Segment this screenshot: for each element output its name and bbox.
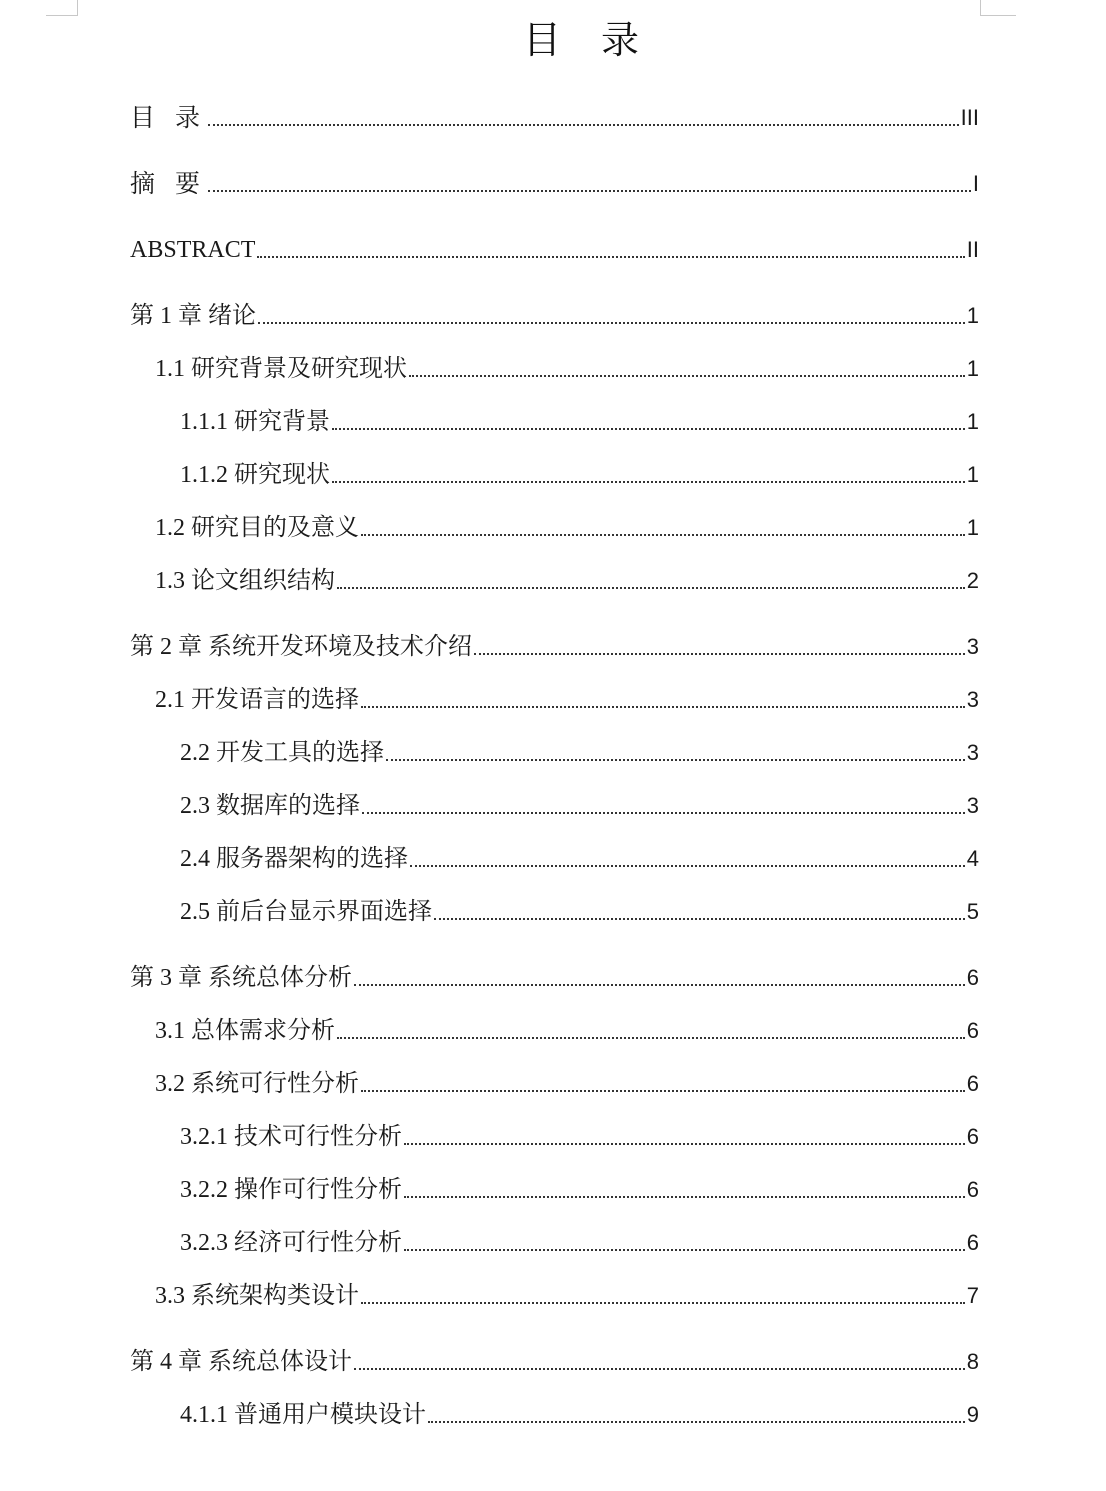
toc-leader-dots xyxy=(362,812,965,814)
toc-entry-page: 2 xyxy=(966,568,979,593)
toc-entry-page: 5 xyxy=(966,899,979,924)
toc-entry[interactable] xyxy=(180,897,979,927)
toc-entry-label: 1.1 研究背景及研究现状 xyxy=(155,356,407,382)
toc-entry-label: 3.2 系统可行性分析 xyxy=(155,1071,359,1097)
toc-entry-label: 第 2 章 系统开发环境及技术介绍 xyxy=(130,634,472,660)
toc-entry[interactable] xyxy=(130,963,979,993)
toc-entry-page: 3 xyxy=(966,740,979,765)
toc-entry-label: 1.1.2 研究现状 xyxy=(180,462,330,488)
toc-entry-label: 第 1 章 绪论 xyxy=(130,303,256,329)
toc-entry-page: III xyxy=(960,105,979,130)
toc-leader-dots xyxy=(386,759,965,761)
toc-leader-dots xyxy=(208,124,959,126)
toc-entry-page: 1 xyxy=(966,303,979,328)
toc-entry-label: 1.1.1 研究背景 xyxy=(180,409,330,435)
toc-entry-page: 6 xyxy=(966,1071,979,1096)
toc-entry-page: 8 xyxy=(966,1349,979,1374)
toc-entry[interactable] xyxy=(130,301,979,331)
toc-entry-page: 1 xyxy=(966,356,979,381)
toc-entry[interactable] xyxy=(180,844,979,874)
toc-leader-dots xyxy=(361,1302,965,1304)
toc-leader-dots xyxy=(354,984,965,986)
toc-entry-label: 3.2.1 技术可行性分析 xyxy=(180,1124,402,1150)
toc-leader-dots xyxy=(337,587,965,589)
toc-leader-dots xyxy=(434,918,965,920)
toc-leader-dots xyxy=(361,1090,965,1092)
toc-entry-label: 3.1 总体需求分析 xyxy=(155,1018,335,1044)
toc-entry[interactable] xyxy=(180,1175,979,1205)
toc-leader-dots xyxy=(208,190,971,192)
toc-entry-page: 6 xyxy=(966,1018,979,1043)
toc-entry-label: ABSTRACT xyxy=(130,237,256,263)
toc-entry-page: 6 xyxy=(966,1230,979,1255)
toc-entry-page: 3 xyxy=(966,634,979,659)
toc-entry[interactable] xyxy=(180,460,979,490)
toc-entry-page: 9 xyxy=(966,1402,979,1427)
toc-entry[interactable] xyxy=(180,791,979,821)
toc-leader-dots xyxy=(332,428,965,430)
toc-entry[interactable] xyxy=(180,738,979,768)
toc-entry-label: 2.1 开发语言的选择 xyxy=(155,687,359,713)
toc-entry-label: 1.3 论文组织结构 xyxy=(155,568,335,594)
toc-entry-page: I xyxy=(972,171,979,196)
toc-entry[interactable] xyxy=(155,685,979,715)
toc-entry-page: 6 xyxy=(966,1124,979,1149)
toc-entry-label: 第 3 章 系统总体分析 xyxy=(130,965,352,991)
toc-leader-dots xyxy=(404,1143,965,1145)
toc-entry-label: 2.5 前后台显示界面选择 xyxy=(180,899,432,925)
toc-entry-label: 摘 要 xyxy=(130,169,206,198)
toc-entry-page: 4 xyxy=(966,846,979,871)
toc-entry-label: 4.1.1 普通用户模块设计 xyxy=(180,1402,426,1428)
toc-leader-dots xyxy=(361,534,965,536)
toc-leader-dots xyxy=(409,375,965,377)
toc-entry[interactable] xyxy=(180,1400,979,1430)
toc-entry[interactable] xyxy=(155,566,979,596)
toc-entry[interactable] xyxy=(155,513,979,543)
toc-entry[interactable] xyxy=(155,1281,979,1311)
toc-entry-label: 3.2.2 操作可行性分析 xyxy=(180,1177,402,1203)
toc-entry[interactable] xyxy=(130,103,979,133)
toc-entry-page: 3 xyxy=(966,793,979,818)
toc-entry-label: 2.3 数据库的选择 xyxy=(180,793,360,819)
toc-entry-page: 1 xyxy=(966,462,979,487)
toc-entry[interactable] xyxy=(130,1347,979,1377)
toc-leader-dots xyxy=(428,1421,965,1423)
toc-leader-dots xyxy=(404,1249,965,1251)
toc-entry-label: 1.2 研究目的及意义 xyxy=(155,515,359,541)
toc-entry-page: II xyxy=(966,237,979,262)
toc-entry-page: 3 xyxy=(966,687,979,712)
toc-leader-dots xyxy=(361,706,965,708)
toc-entry-label: 3.3 系统架构类设计 xyxy=(155,1283,359,1309)
toc-entry[interactable] xyxy=(155,354,979,384)
toc-entry-page: 6 xyxy=(966,1177,979,1202)
toc-entry-label: 2.2 开发工具的选择 xyxy=(180,740,384,766)
toc-leader-dots xyxy=(257,256,964,258)
toc-entry[interactable] xyxy=(180,1122,979,1152)
toc-leader-dots xyxy=(332,481,965,483)
toc-entry[interactable] xyxy=(130,235,979,265)
toc-entry-page: 7 xyxy=(966,1283,979,1308)
toc-entry-label: 3.2.3 经济可行性分析 xyxy=(180,1230,402,1256)
toc-leader-dots xyxy=(258,322,965,324)
toc-entry-label: 第 4 章 系统总体设计 xyxy=(130,1349,352,1375)
toc-entry[interactable] xyxy=(130,169,979,199)
page-title: 目 录 xyxy=(522,18,654,62)
toc-leader-dots xyxy=(410,865,965,867)
toc-leader-dots xyxy=(354,1368,965,1370)
toc-leader-dots xyxy=(404,1196,965,1198)
toc-entry-label: 目 录 xyxy=(130,103,206,132)
toc-entry[interactable] xyxy=(180,407,979,437)
toc-entry[interactable] xyxy=(155,1069,979,1099)
toc-leader-dots xyxy=(337,1037,965,1039)
toc-entry[interactable] xyxy=(180,1228,979,1258)
toc-entry-page: 1 xyxy=(966,515,979,540)
toc-entry-label: 2.4 服务器架构的选择 xyxy=(180,846,408,872)
toc-entry[interactable] xyxy=(130,632,979,662)
toc-entry-page: 1 xyxy=(966,409,979,434)
toc-leader-dots xyxy=(474,653,965,655)
toc-entry[interactable] xyxy=(155,1016,979,1046)
toc-entry-page: 6 xyxy=(966,965,979,990)
